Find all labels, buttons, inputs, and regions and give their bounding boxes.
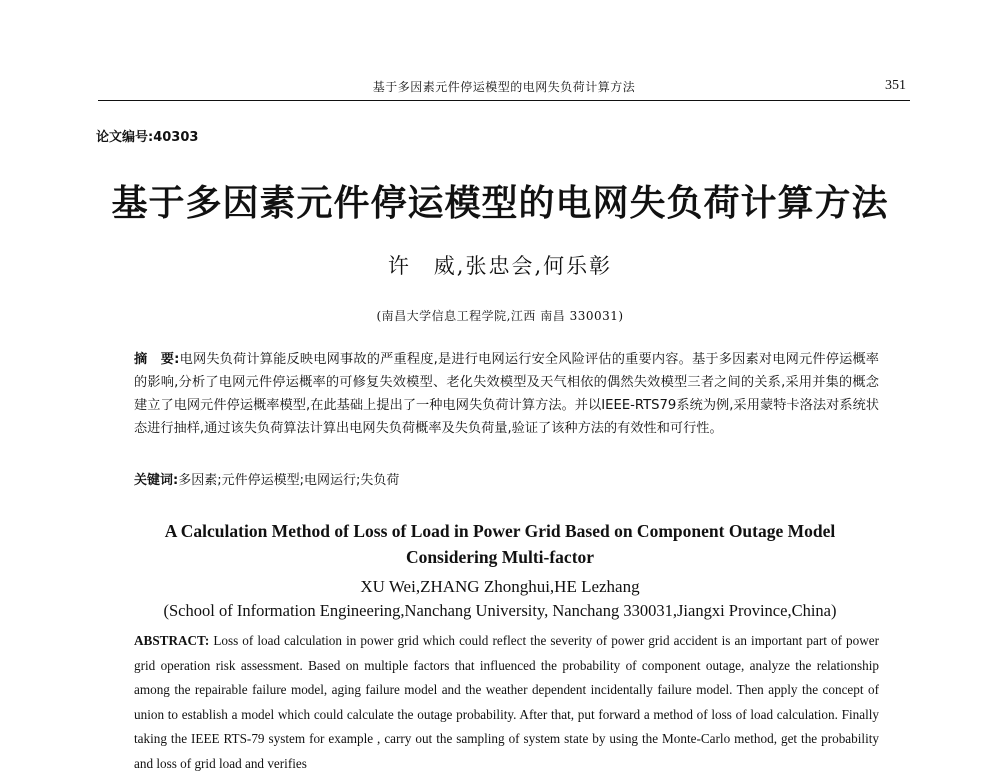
abstract-cn-label: 摘 要: xyxy=(134,352,180,367)
abstract-cn-text: 电网失负荷计算能反映电网事故的严重程度,是进行电网运行安全风险评估的重要内容。基于多因素对电网元件停运概率的影响,分析了电网元件停运概率的可修复失效模型、老化失效模型及天气相依的偶然失效模型三者之间的关系,采用并集的概念建立了电网元件停运概率模型,在此基础上提出了一种电网失负荷计算方法。并以IEEE-RTS79系统为例,采用蒙特卡洛法对系统状态进行抽样,通过该失负荷算法计算出电网失负荷概率及失负荷量,验证了该种方法的有效性和可行性。 xyxy=(134,352,879,436)
authors-en: XU Wei,ZHANG Zhonghui,HE Lezhang xyxy=(360,577,640,596)
abstract-cn xyxy=(134,348,879,440)
abstract-en xyxy=(134,629,879,776)
affiliation-en: (School of Information Engineering,Nanchang University, Nanchang 330031,Jiangxi Province,China) xyxy=(163,601,837,620)
paper-title-en-line1: A Calculation Method of Loss of Load in Power Grid Based on Component Outage Model xyxy=(164,521,836,541)
affiliation-cn: (南昌大学信息工程学院,江西 南昌 330031) xyxy=(376,309,624,323)
paper-title-en-line2: Considering Multi-factor xyxy=(405,547,595,567)
keywords-cn-label: 关键词: xyxy=(134,473,179,488)
running-header xyxy=(98,76,910,101)
page-number: 351 xyxy=(885,78,906,93)
abstract-en-text: Loss of load calculation in power grid which could reflect the severity of power grid accident is an important part of power grid operation risk assessment. Based on multiple factors that influenced the probability of component outage, analyze the relationship among the repairable failure model, aging failure model and the weather dependent incidentally failure model. Then apply the concept of union to establish a model which could calculate the outage probability. After that, put forward a method of loss of load calculation. Finally taking the IEEE RTS-79 system for example , carry out the sampling of system state by using the Monte-Carlo method, get the probability and loss of grid load and verifies xyxy=(134,633,879,771)
paper-id: 论文编号:40303 xyxy=(96,130,199,145)
running-title: 基于多因素元件停运模型的电网失负荷计算方法 xyxy=(372,80,636,94)
abstract-en-label: ABSTRACT: xyxy=(134,633,210,648)
authors-cn: 许 威,张忠会,何乐彰 xyxy=(387,254,613,278)
keywords-cn-text: 多因素;元件停运模型;电网运行;失负荷 xyxy=(178,473,400,488)
paper-title-en xyxy=(110,518,890,570)
keywords-cn xyxy=(134,470,879,492)
paper-title-cn: 基于多因素元件停运模型的电网失负荷计算方法 xyxy=(111,183,889,224)
